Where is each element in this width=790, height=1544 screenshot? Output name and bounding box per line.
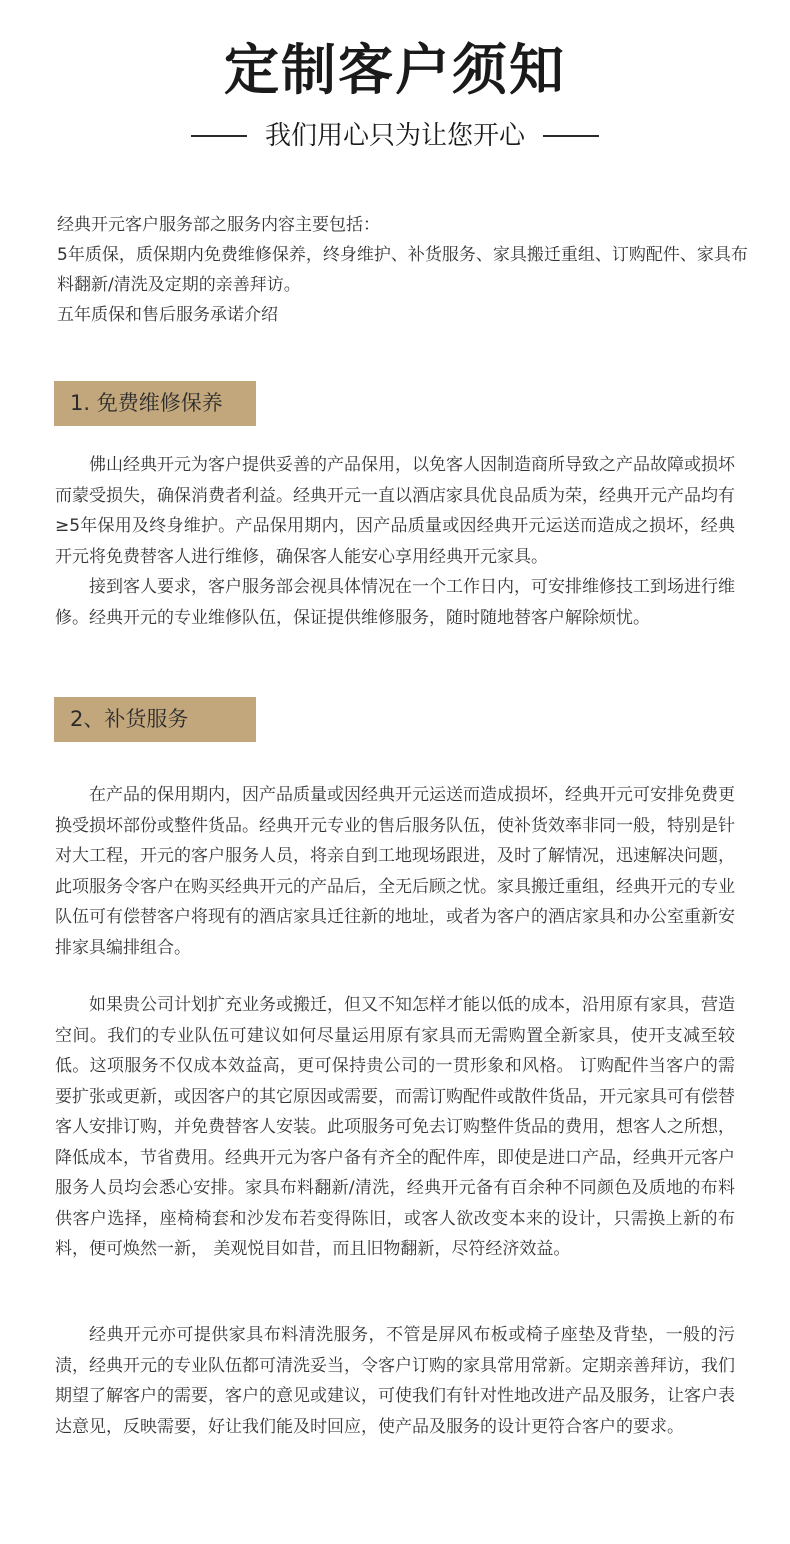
intro-line: 五年质保和售后服务承诺介绍 [57,305,278,325]
body-paragraph: 在产品的保用期内，因产品质量或因经典开元运送而造成损坏，经典开元可安排免费更换受损坏部份或整件货品。经典开元专业的售后服务队伍，使补货效率非同一般，特别是针对大工程，开元的客户服务人员，将亲自到工地现场跟进，及时了解情况，迅速解决问题，此项服务令客户在购买经典开元的产品后，全无后顾之忧。家具搬迁重组，经典开元的专业队伍可有偿替客户将现有的酒店家具迁往新的地址，或者为客户的酒店家具和办公室重新安排家具编排组合。 [55,785,735,958]
section-body-restock-3 [55,1320,735,1442]
page-subtitle: 我们用心只为让您开心 [264,121,525,151]
section-body-free-repair [55,450,735,633]
section-body-restock-1 [55,780,735,963]
intro-line: 5年质保，质保期内免费维修保养，终身维护、补货服务、家具搬迁重组、订购配件、家具布料翻新/清洗及定期的亲善拜访。 [57,245,748,295]
page-title: 定制客户须知 [223,38,566,102]
section-heading-free-repair: 1. 免费维修保养 [54,381,256,426]
intro-block [57,210,757,330]
section-heading-restock: 2、补货服务 [54,697,256,742]
subtitle-row [0,116,790,156]
body-paragraph: 如果贵公司计划扩充业务或搬迁，但又不知怎样才能以低的成本，沿用原有家具，营造空间。我们的专业队伍可建议如何尽量运用原有家具而无需购置全新家具，使开支减至较低。这项服务不仅成本效益高，更可保持贵公司的一贯形象和风格。 订购配件当客户的需要扩张或更新，或因客户的其它原因或需要，而需订购配件或散件货品，开元家具可有偿替客人安排订购，并免费替客人安装。此项服务可免去订购整件货品的费用，想客人之所想，降低成本，节省费用。经典开元为客户备有齐全的配件库，即使是进口产品，经典开元客户服务人员均会悉心安排。家具布料翻新/清洗，经典开元备有百余种不同颜色及质地的布料供客户选择，座椅椅套和沙发布若变得陈旧，或客人欲改变本来的设计，只需换上新的布料，便可焕然一新， 美观悦目如昔，而且旧物翻新，尽符经济效益。 [55,995,735,1259]
body-paragraph: 经典开元亦可提供家具布料清洗服务，不管是屏风布板或椅子座垫及背垫，一般的污渍，经典开元的专业队伍都可清洗妥当，令客户订购的家具常用常新。定期亲善拜访，我们期望了解客户的需要，客户的意见或建议，可使我们有针对性地改进产品及服务，让客户表达意见，反映需要，好让我们能及时回应，使产品及服务的设计更符合客户的要求。 [55,1325,735,1437]
intro-line: 经典开元客户服务部之服务内容主要包括： [57,215,380,235]
right-dash-divider [543,135,599,137]
left-dash-divider [191,135,247,137]
body-paragraph: 佛山经典开元为客户提供妥善的产品保用，以免客人因制造商所导致之产品故障或损坏而蒙受损失，确保消费者利益。经典开元一直以酒店家具优良品质为荣，经典开元产品均有≥5年保用及终身维护。产品保用期内，因产品质量或因经典开元运送而造成之损坏，经典开元将免费替客人进行维修，确保客人能安心享用经典开元家具。 [55,455,735,567]
section-body-restock-2 [55,990,735,1265]
body-paragraph: 接到客人要求，客户服务部会视具体情况在一个工作日内，可安排维修技工到场进行维修。经典开元的专业维修队伍，保证提供维修服务，随时随地替客户解除烦忧。 [55,577,735,628]
